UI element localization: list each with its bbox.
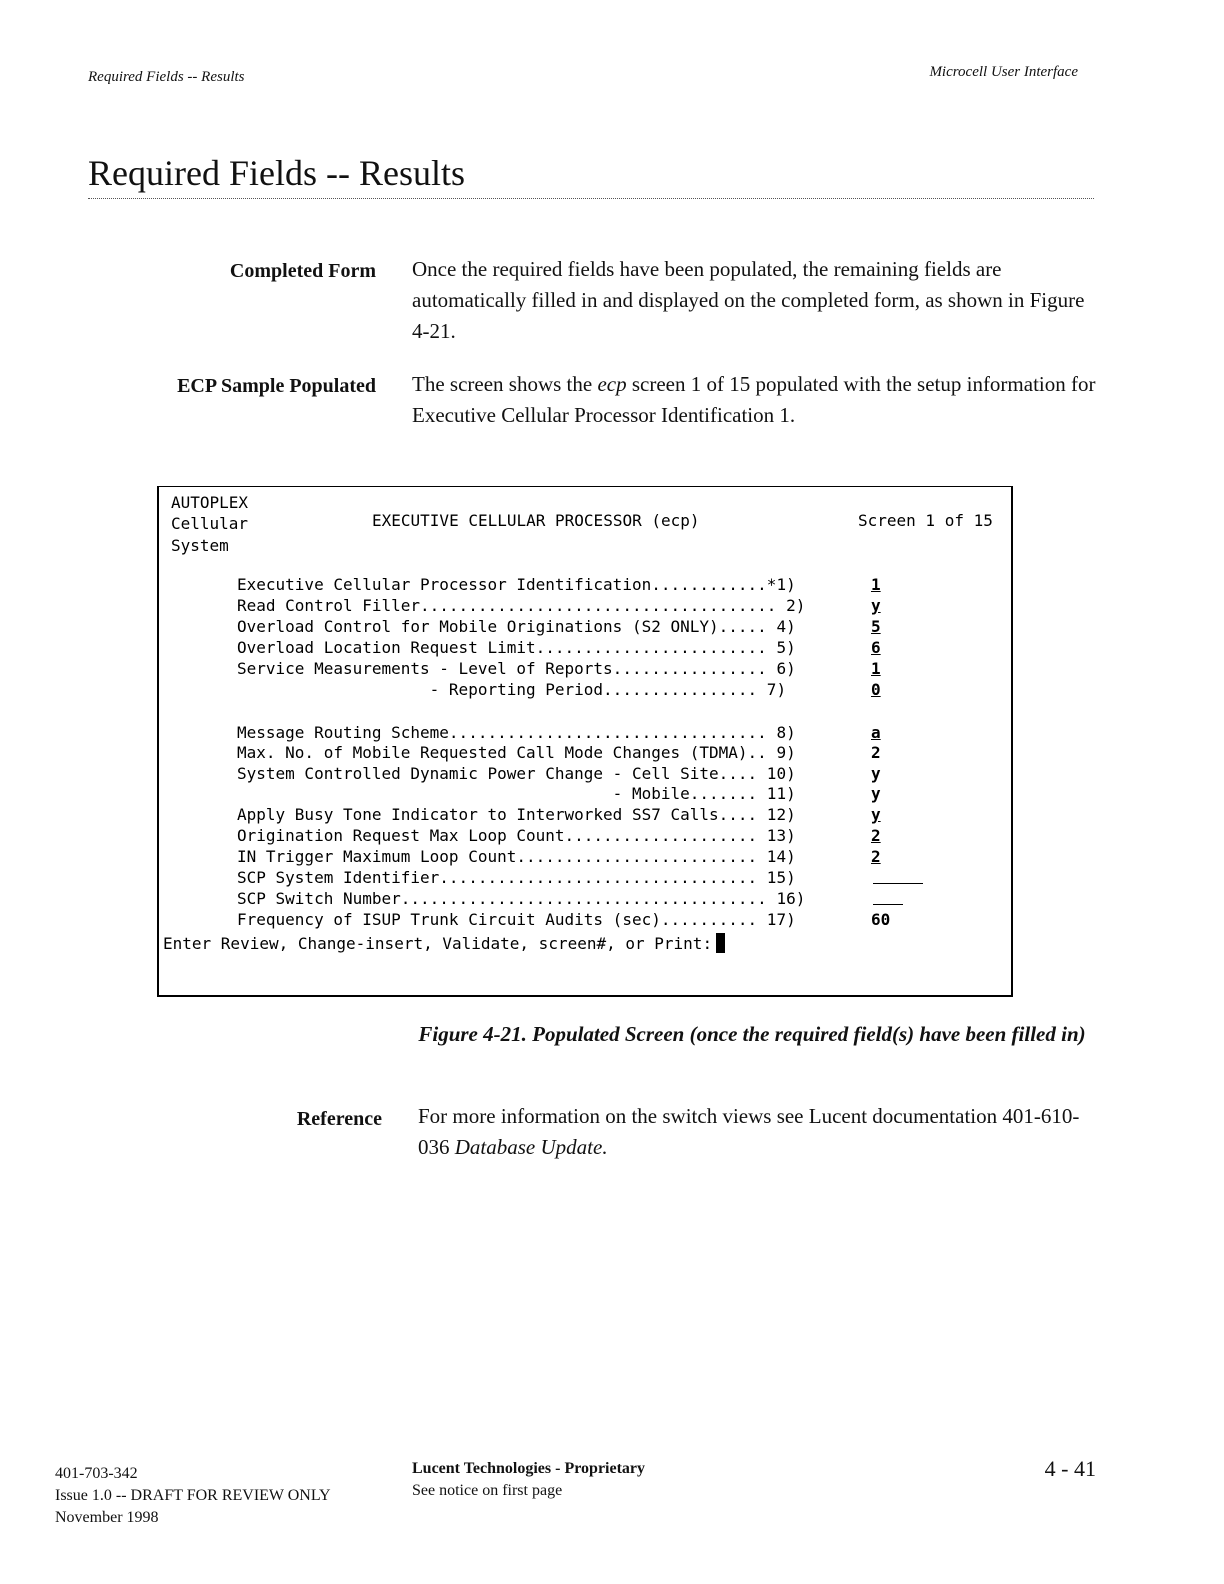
field-row: Read Control Filler..................................... 2) xyxy=(237,596,806,615)
system-line-1: AUTOPLEX xyxy=(171,493,249,512)
reference-text xyxy=(418,1101,1103,1163)
field-row: IN Trigger Maximum Loop Count......................... 14) xyxy=(237,847,796,866)
field-row: Apply Busy Tone Indicator to Interworked SS7 Calls.... 12) xyxy=(237,805,796,824)
field-row: SCP Switch Number...................................... 16) xyxy=(237,889,806,908)
page-title: Required Fields -- Results xyxy=(88,153,465,193)
field-value[interactable]: 2 xyxy=(871,743,881,762)
field-value[interactable]: 1 xyxy=(871,659,881,678)
footer-doc-number: 401-703-342 xyxy=(55,1465,138,1482)
running-header-right: Microcell User Interface xyxy=(929,64,1078,80)
ecp-sample-text-a: The screen shows the xyxy=(412,372,598,396)
field-value[interactable]: y xyxy=(871,805,881,824)
field-value[interactable]: 0 xyxy=(871,680,881,699)
field-row: - Mobile....... 11) xyxy=(237,784,796,803)
prompt-text: Enter Review, Change-insert, Validate, screen#, or Print: xyxy=(163,934,713,953)
ecp-sample-text-italic: ecp xyxy=(597,372,627,396)
completed-form-text: Once the required fields have been populated, the remaining fields are automatically filled in and displayed on the completed form, as shown in Figure 4-21. xyxy=(412,257,1085,343)
field-value[interactable]: a xyxy=(871,723,881,742)
terminal-screen xyxy=(157,486,1013,997)
field-row: Origination Request Max Loop Count.................... 13) xyxy=(237,826,796,845)
field-row: Overload Control for Mobile Originations (S2 ONLY)..... 4) xyxy=(237,617,796,636)
field-value[interactable]: 5 xyxy=(871,617,881,636)
footer-issue: Issue 1.0 -- DRAFT FOR REVIEW ONLY xyxy=(55,1487,331,1504)
field-row: System Controlled Dynamic Power Change - Cell Site.... 10) xyxy=(237,764,796,783)
page-number: 4 - 41 xyxy=(1044,1456,1096,1481)
field-row: Executive Cellular Processor Identification............*1) xyxy=(237,575,796,594)
field-row: Max. No. of Mobile Requested Call Mode Changes (TDMA).. 9) xyxy=(237,743,796,762)
footer-center xyxy=(412,1458,645,1502)
field-value[interactable]: y xyxy=(871,784,881,803)
figure-caption: Figure 4-21. Populated Screen (once the required field(s) have been filled in) xyxy=(418,1022,1086,1046)
screen-number: Screen 1 of 15 xyxy=(858,511,993,530)
system-line-2: Cellular xyxy=(171,514,249,533)
field-row: SCP System Identifier................................. 15) xyxy=(237,868,796,887)
reference-text-italic: Database Update. xyxy=(454,1135,608,1159)
running-header-left: Required Fields -- Results xyxy=(88,69,245,85)
reference-text-a: For more information on the switch views see Lucent documentation 401-610-036 xyxy=(418,1104,1080,1159)
field-row: Frequency of ISUP Trunk Circuit Audits (sec).......... 17) xyxy=(237,910,796,929)
ecp-sample-text-b: screen 1 of 15 populated with the setup information for Executive Cellular Processor Identification 1. xyxy=(412,372,1096,427)
field-row: - Reporting Period................ 7) xyxy=(237,680,787,699)
title-rule xyxy=(88,198,1094,199)
field-row: Message Routing Scheme................................. 8) xyxy=(237,723,796,742)
command-prompt[interactable] xyxy=(163,933,725,954)
field-value[interactable]: 2 xyxy=(871,847,881,866)
system-line-3: System xyxy=(171,536,229,555)
field-value[interactable]: 6 xyxy=(871,638,881,657)
scp-switch-number-blank[interactable] xyxy=(873,904,903,905)
ecp-sample-label: ECP Sample Populated xyxy=(177,375,376,397)
footer-notice: See notice on first page xyxy=(412,1482,563,1499)
field-value[interactable]: y xyxy=(871,764,881,783)
field-value[interactable]: 60 xyxy=(871,910,891,929)
scp-system-id-blank[interactable] xyxy=(873,883,923,884)
footer-left xyxy=(55,1463,331,1529)
field-row: Service Measurements - Level of Reports................ 6) xyxy=(237,659,796,678)
field-value[interactable]: 2 xyxy=(871,826,881,845)
reference-label: Reference xyxy=(296,1108,382,1130)
completed-form-label: Completed Form xyxy=(229,260,376,282)
footer-company: Lucent Technologies - Proprietary xyxy=(412,1460,646,1477)
field-row: Overload Location Request Limit........................ 5) xyxy=(237,638,796,657)
screen-heading: EXECUTIVE CELLULAR PROCESSOR (ecp) xyxy=(372,511,700,530)
footer-date: November 1998 xyxy=(55,1509,159,1526)
ecp-sample-text xyxy=(412,369,1097,431)
text-cursor xyxy=(716,933,725,953)
field-value[interactable]: 1 xyxy=(871,575,881,594)
field-value[interactable]: y xyxy=(871,596,881,615)
